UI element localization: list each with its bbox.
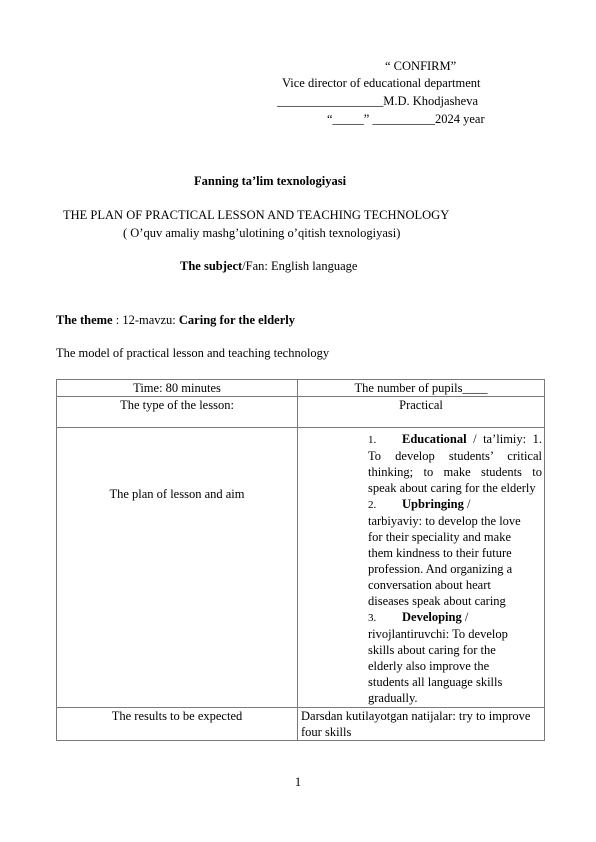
plan-label-cell: The plan of lesson and aim	[57, 428, 298, 708]
objective-developing	[368, 609, 542, 706]
objective-upbringing	[368, 496, 542, 609]
pupils-cell: The number of pupils____	[298, 380, 545, 397]
page-number: 1	[294, 775, 302, 789]
subject-label: The subject	[180, 259, 243, 273]
results-label-cell: The results to be expected	[57, 708, 298, 741]
confirm-date: “_____” __________2024 year	[327, 112, 485, 126]
objective-number: 2.	[368, 499, 377, 511]
plan-subtitle: ( O’quv amaliy mashg’ulotining o’qitish texnologiyasi)	[123, 226, 401, 240]
subject-technology-heading: Fanning ta’lim texnologiyasi	[194, 174, 347, 188]
subject-line	[180, 259, 357, 274]
time-cell: Time: 80 minutes	[57, 380, 298, 397]
objective-educational	[368, 431, 542, 496]
objective-title-tail: / ta’limiy:	[466, 432, 527, 446]
objective-title-tail: /	[461, 610, 469, 624]
plan-title: THE PLAN OF PRACTICAL LESSON AND TEACHING TECHNOLOGY	[63, 208, 450, 222]
objective-title: Upbringing	[402, 497, 464, 511]
confirm-position: Vice director of educational department	[282, 76, 481, 90]
objective-title: Educational	[402, 432, 467, 446]
objective-title-tail: /	[463, 497, 471, 511]
lesson-plan-table	[56, 379, 545, 741]
table-row	[57, 428, 545, 708]
subject-value: /Fan: English language	[242, 259, 358, 273]
objective-text: tarbiyaviy: to develop the love for their speciality and make them kindness to their future profession. And organizing a conversation about heart diseases speak about caring	[368, 514, 521, 608]
confirm-title: “ CONFIRM”	[385, 59, 457, 73]
objective-text: 1. To develop students’ critical thinking; to make students to speak about caring for the elderly	[368, 432, 542, 495]
theme-value: Caring for the elderly	[178, 313, 295, 327]
model-text: The model of practical lesson and teaching technology	[56, 346, 330, 360]
lesson-type-value-cell: Practical	[298, 397, 545, 428]
theme-line	[56, 313, 295, 328]
objective-title: Developing	[402, 610, 462, 624]
table-row	[57, 397, 545, 428]
objectives-cell	[298, 428, 545, 708]
theme-separator: : 12-mavzu:	[112, 313, 179, 327]
objective-number: 1.	[368, 434, 377, 446]
table-row	[57, 380, 545, 397]
lesson-type-label-cell: The type of the lesson:	[57, 397, 298, 428]
objective-number: 3.	[368, 612, 377, 624]
results-value-cell: Darsdan kutilayotgan natijalar: try to improve four skills	[298, 708, 545, 741]
table-row	[57, 708, 545, 741]
confirm-signature: _________________M.D. Khodjasheva	[277, 94, 479, 108]
theme-label: The theme	[56, 313, 113, 327]
objective-text: rivojlantiruvchi: To develop skills about caring for the elderly also improve the students all language skills gradually.	[368, 627, 508, 705]
